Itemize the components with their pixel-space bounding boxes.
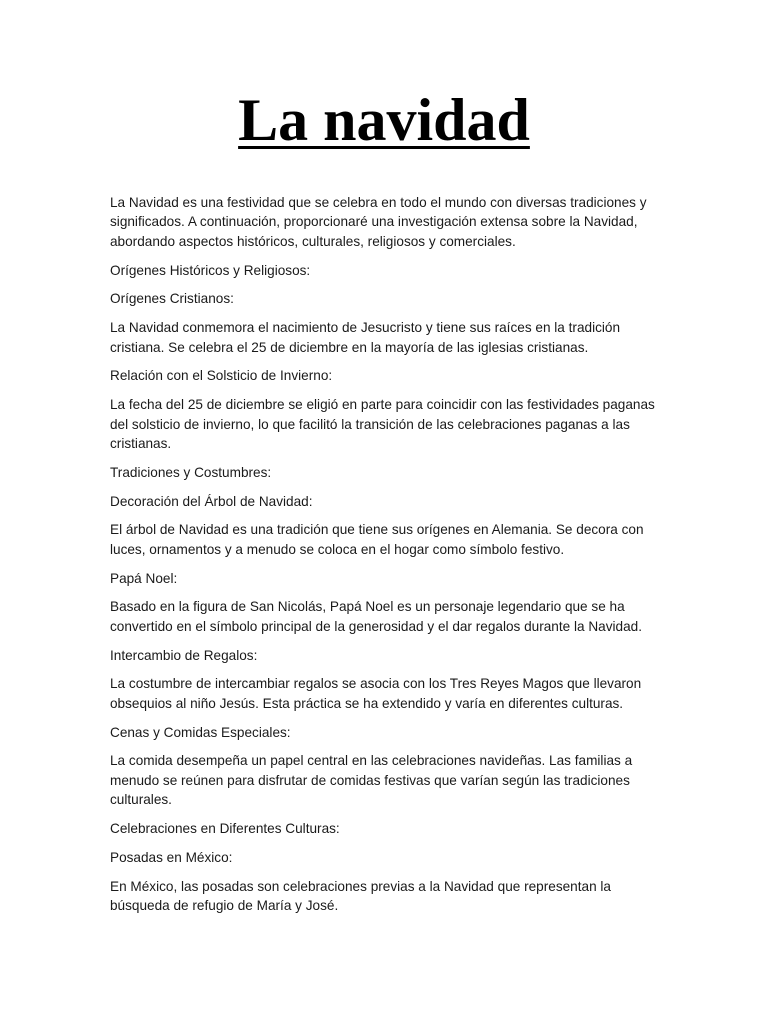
paragraph-solsticio: La fecha del 25 de diciembre se eligió en parte para coincidir con las festividades paganas del solsticio de invierno, lo que facilitó la transición de las celebraciones paganas a las cristianas. [110,397,655,452]
paragraph-arbol: El árbol de Navidad es una tradición que tiene sus orígenes en Alemania. Se decora con luces, ornamentos y a menudo se coloca en el hogar como símbolo festivo. [110,522,644,557]
document-title-text: La navidad [238,87,530,153]
paragraph-intro: La Navidad es una festividad que se celebra en todo el mundo con diversas tradiciones y significados. A continuación, proporcionaré una investigación extensa sobre la Navidad, abordando aspectos históricos, culturales, religiosos y comerciales. [110,195,647,249]
paragraph-papa-noel: Basado en la figura de San Nicolás, Papá Noel es un personaje legendario que se ha convertido en el símbolo principal de la generosidad y el dar regalos durante la Navidad. [110,599,642,634]
heading-origenes-historicos: Orígenes Históricos y Religiosos: [110,262,311,278]
paragraph-origenes-cristianos: La Navidad conmemora el nacimiento de Jesucristo y tiene sus raíces en la tradición cristiana. Se celebra el 25 de diciembre en la mayoría de las iglesias cristianas. [110,320,621,355]
heading-solsticio: Relación con el Solsticio de Invierno: [110,368,333,384]
heading-cenas: Cenas y Comidas Especiales: [110,724,291,740]
heading-arbol: Decoración del Árbol de Navidad: [110,493,313,509]
heading-posadas: Posadas en México: [110,849,233,865]
heading-tradiciones: Tradiciones y Costumbres: [110,464,272,480]
paragraph-posadas: En México, las posadas son celebraciones previas a la Navidad que representan la búsqueda de refugio de María y José. [110,878,611,914]
paragraph-cenas: La comida desempeña un papel central en las celebraciones navideñas. Las familias a menudo se reúnen para disfrutar de comidas festivas que varían según las tradiciones culturales. [110,753,633,808]
heading-papa-noel: Papá Noel: [110,570,178,586]
document-body [110,193,670,925]
heading-culturas: Celebraciones en Diferentes Culturas: [110,821,340,837]
heading-regalos: Intercambio de Regalos: [110,647,258,663]
document-title [0,88,768,152]
paragraph-regalos: La costumbre de intercambiar regalos se asocia con los Tres Reyes Magos que llevaron obsequios al niño Jesús. Esta práctica se ha extendido y varía en diferentes culturas. [110,676,642,711]
heading-origenes-cristianos: Orígenes Cristianos: [110,291,234,307]
